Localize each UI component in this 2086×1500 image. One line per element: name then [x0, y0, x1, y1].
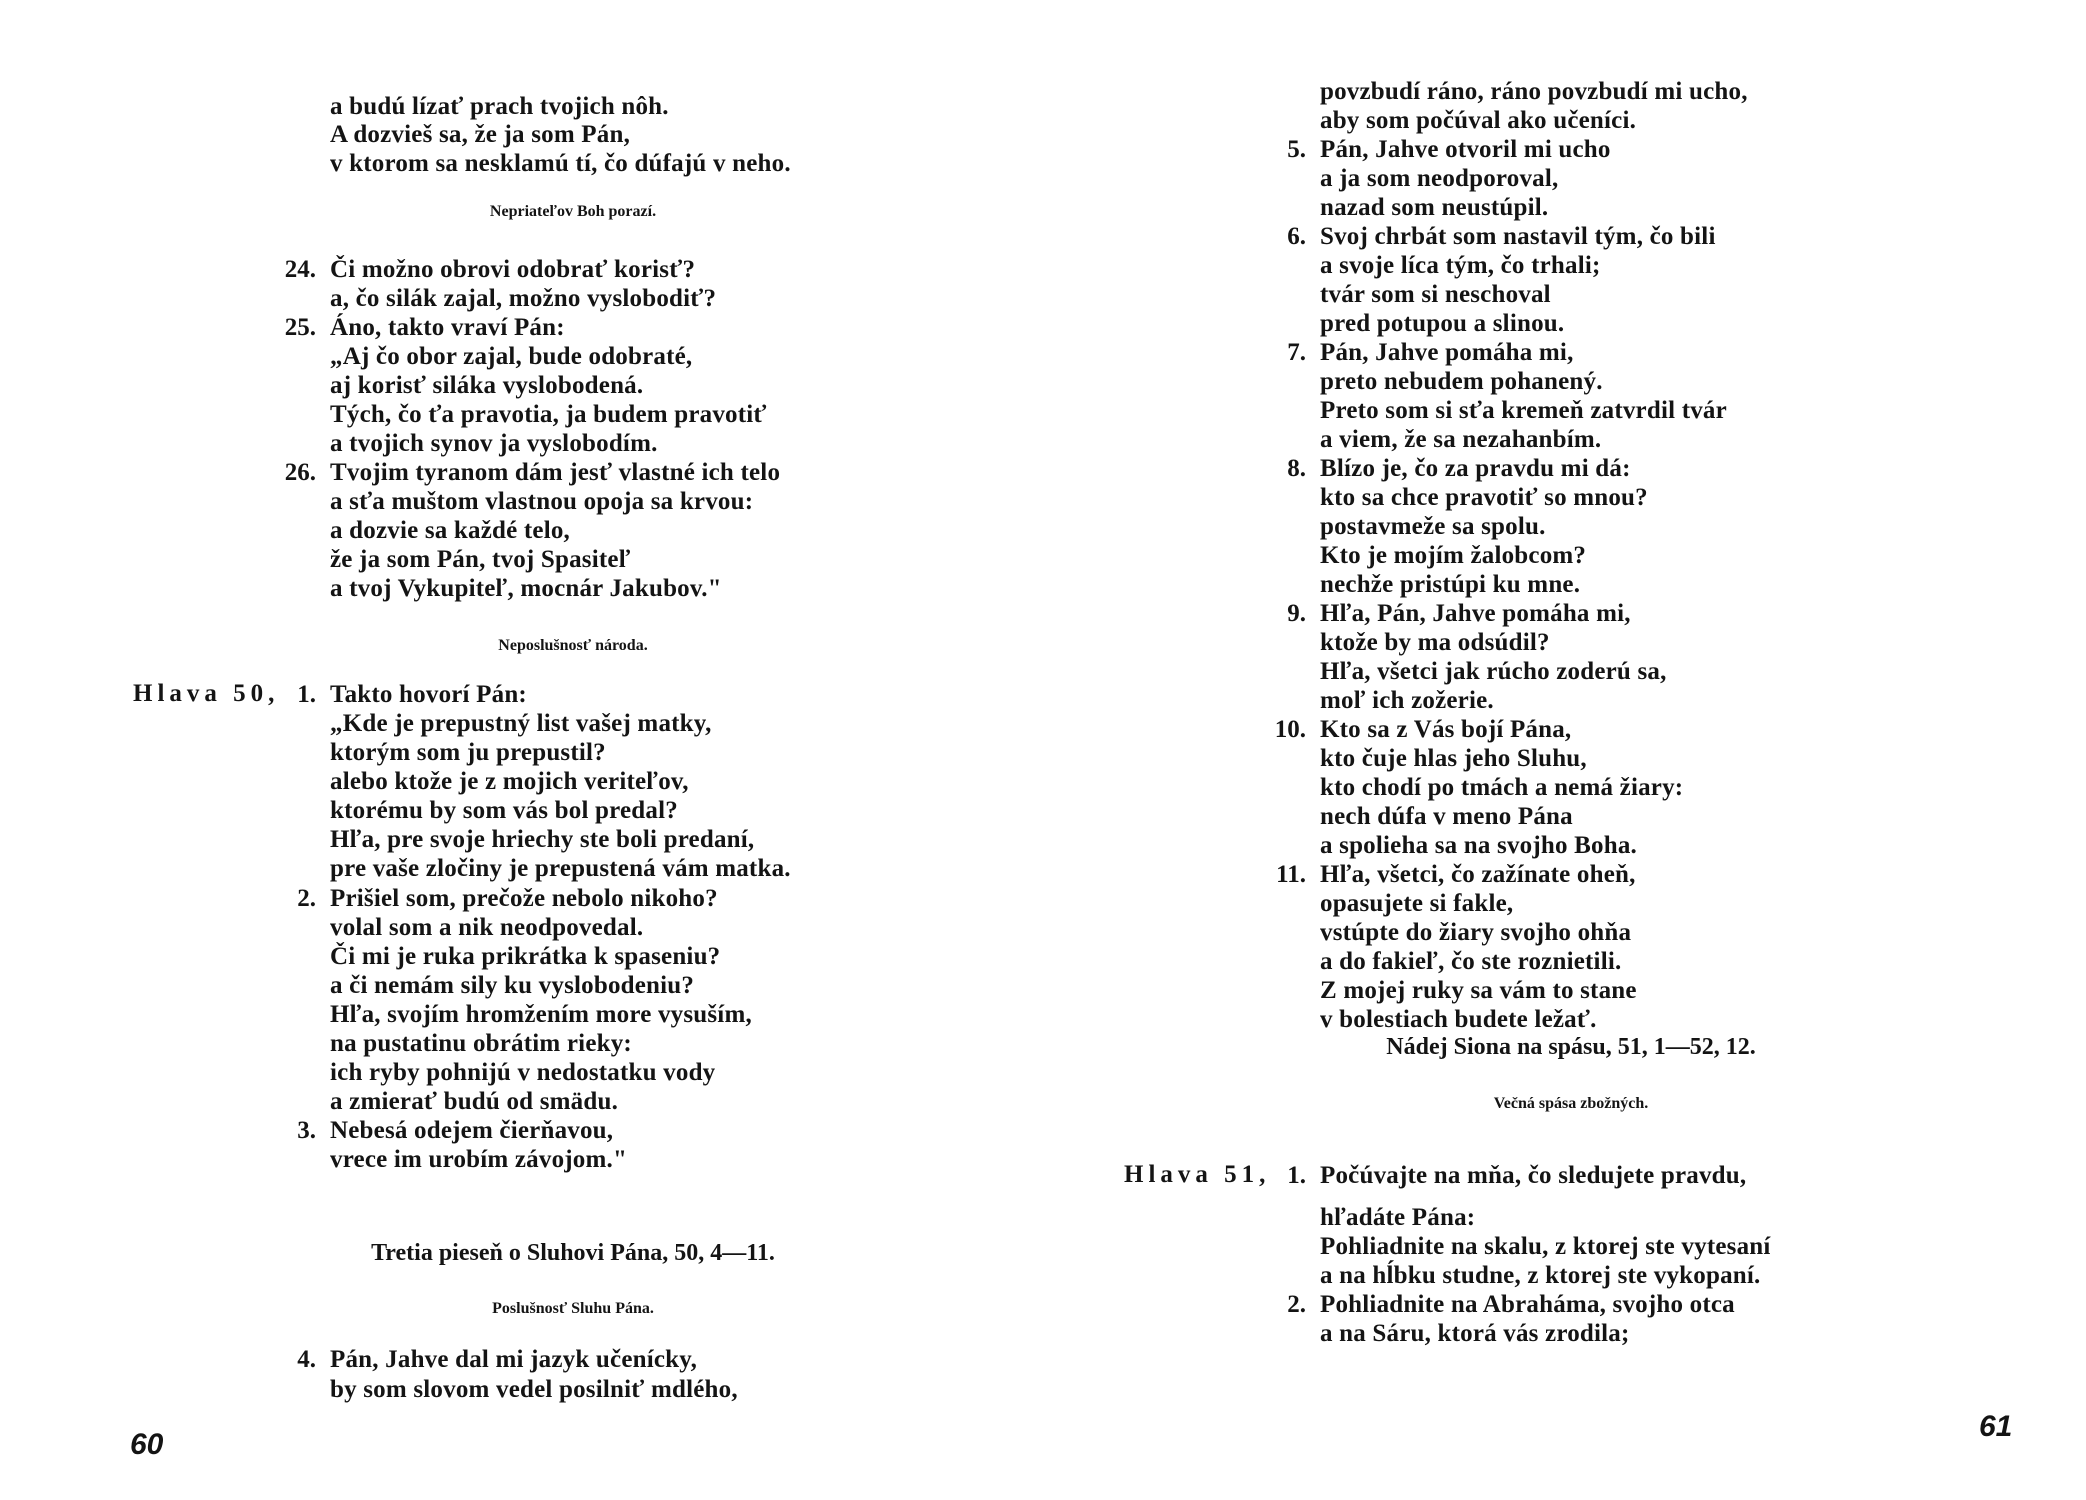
section-subheading: Poslušnosť Sluhu Pána. — [492, 1300, 654, 1317]
verse-line: vstúpte do žiary svojho ohňa — [1320, 919, 1632, 946]
verse-line: preto nebudem pohanený. — [1320, 368, 1603, 395]
verse-number: 4. — [297, 1346, 316, 1373]
verse-number: 1. — [297, 681, 316, 708]
verse-line: aby som počúval ako učeníci. — [1320, 107, 1637, 134]
verse-line: a sťa muštom vlastnou opoja sa krvou: — [330, 488, 754, 515]
verse-line: a či nemám sily ku vyslobodeniu? — [330, 972, 695, 999]
verse-number: 26. — [284, 459, 316, 486]
verse-line: volal som a nik neodpovedal. — [330, 914, 644, 941]
verse-line: Či možno obrovi odobrať korisť? — [330, 256, 696, 283]
verse-number: 24. — [284, 256, 316, 283]
verse-line: Z mojej ruky sa vám to stane — [1320, 977, 1637, 1004]
verse-line: a svoje líca tým, čo trhali; — [1320, 252, 1601, 279]
verse-line: a zmierať budú od smädu. — [330, 1088, 619, 1115]
verse-line: ktorému by som vás bol predal? — [330, 797, 678, 824]
verse-line: Pán, Jahve pomáha mi, — [1320, 339, 1574, 366]
verse-line: ich ryby pohnijú v nedostatku vody — [330, 1059, 716, 1086]
verse-number: 5. — [1287, 136, 1306, 163]
verse-line: Hľa, všetci, čo zažínate oheň, — [1320, 861, 1636, 888]
verse-line: Hľa, svojím hromžením more vysuším, — [330, 1001, 752, 1028]
verse-line: „Aj čo obor zajal, bude odobraté, — [330, 343, 693, 370]
verse-line: A dozvieš sa, že ja som Pán, — [330, 121, 631, 148]
verse-number: 2. — [1287, 1291, 1306, 1318]
verse-line: ktože by ma odsúdil? — [1320, 629, 1550, 656]
verse-line: Či mi je ruka prikrátka k spaseniu? — [330, 943, 721, 970]
verse-line: pred potupou a slinou. — [1320, 310, 1565, 337]
verse-line: Hľa, pre svoje hriechy ste boli predaní, — [330, 826, 755, 853]
verse-line: Áno, takto vraví Pán: — [330, 314, 565, 341]
verse-line: a viem, že sa nezahanbím. — [1320, 426, 1602, 453]
verse-line: a spolieha sa na svojho Boha. — [1320, 832, 1637, 859]
verse-line: povzbudí ráno, ráno povzbudí mi ucho, — [1320, 78, 1748, 105]
verse-line: a do fakieľ, čo ste roznietili. — [1320, 948, 1622, 975]
page-number: 61 — [1979, 1410, 2013, 1443]
verse-line: Prišiel som, prečože nebolo nikoho? — [330, 885, 718, 912]
verse-line: ktorým som ju prepustil? — [330, 739, 606, 766]
section-subheading: Večná spása zbožných. — [1493, 1095, 1649, 1112]
verse-line: Pohliadnite na Abraháma, svojho otca — [1320, 1291, 1735, 1318]
section-heading: Tretia pieseň o Sluhovi Pána, 50, 4—11. — [371, 1240, 775, 1266]
verse-line: a na hĺbku studne, z ktorej ste vykopaní. — [1320, 1262, 1761, 1289]
verse-line: pre vaše zločiny je prepustená vám matka. — [330, 855, 791, 882]
verse-line: Hľa, všetci jak rúcho zoderú sa, — [1320, 658, 1667, 685]
verse-number: 1. — [1287, 1162, 1306, 1189]
right-page — [1043, 0, 2086, 1500]
verse-line: Takto hovorí Pán: — [330, 681, 527, 708]
verse-line: Kto sa z Vás bojí Pána, — [1320, 716, 1572, 743]
verse-line: Tvojim tyranom dám jesť vlastné ich telo — [330, 459, 781, 486]
verse-line: Nebesá odejem čierňavou, — [330, 1117, 614, 1144]
chapter-label: Hlava 51, — [1124, 1161, 1271, 1188]
verse-line: tvár som si neschoval — [1320, 281, 1551, 308]
verse-line: Pohliadnite na skalu, z ktorej ste vytesaní — [1320, 1233, 1771, 1260]
verse-line: vrece im urobím závojom." — [330, 1146, 628, 1173]
verse-line: nech dúfa v meno Pána — [1320, 803, 1573, 830]
verse-line: a na Sáru, ktorá vás zrodila; — [1320, 1320, 1630, 1347]
section-subheading: Neposlušnosť národa. — [498, 637, 648, 654]
verse-line: hľadáte Pána: — [1320, 1204, 1476, 1231]
verse-number: 25. — [284, 314, 316, 341]
verse-line: a ja som neodporoval, — [1320, 165, 1559, 192]
chapter-label: Hlava 50, — [133, 680, 280, 707]
verse-number: 8. — [1287, 455, 1306, 482]
verse-line: a budú lízať prach tvojich nôh. — [330, 93, 669, 120]
verse-line: „Kde je prepustný list vašej matky, — [330, 710, 712, 737]
verse-line: nazad som neustúpil. — [1320, 194, 1549, 221]
verse-number: 3. — [297, 1117, 316, 1144]
verse-line: a, čo silák zajal, možno vyslobodiť? — [330, 285, 717, 312]
verse-line: Preto som si sťa kremeň zatvrdil tvár — [1320, 397, 1727, 424]
verse-number: 7. — [1287, 339, 1306, 366]
verse-number: 9. — [1287, 600, 1306, 627]
verse-line: a tvojich synov ja vyslobodím. — [330, 430, 658, 457]
verse-line: nechže pristúpi ku mne. — [1320, 571, 1581, 598]
verse-line: v ktorom sa nesklamú tí, čo dúfajú v neho. — [330, 150, 791, 177]
verse-line: alebo ktože je z mojich veriteľov, — [330, 768, 689, 795]
verse-line: kto čuje hlas jeho Sluhu, — [1320, 745, 1587, 772]
verse-line: aj korisť siláka vyslobodená. — [330, 372, 644, 399]
verse-line: Pán, Jahve dal mi jazyk učenícky, — [330, 1346, 698, 1373]
verse-line: na pustatinu obrátim rieky: — [330, 1030, 632, 1057]
verse-line: v bolestiach budete ležať. — [1320, 1006, 1597, 1033]
verse-number: 2. — [297, 885, 316, 912]
verse-line: by som slovom vedel posilniť mdlého, — [330, 1376, 738, 1403]
verse-line: a dozvie sa každé telo, — [330, 517, 570, 544]
section-subheading: Nepriateľov Boh porazí. — [489, 203, 657, 220]
verse-line: Kto je mojím žalobcom? — [1320, 542, 1587, 569]
verse-line: Blízo je, čo za pravdu mi dá: — [1320, 455, 1631, 482]
verse-line: postavmeže sa spolu. — [1320, 513, 1546, 540]
verse-number: 11. — [1276, 861, 1306, 888]
verse-line: Počúvajte na mňa, čo sledujete pravdu, — [1320, 1162, 1747, 1189]
section-heading: Nádej Siona na spásu, 51, 1—52, 12. — [1386, 1034, 1756, 1060]
verse-line: Hľa, Pán, Jahve pomáha mi, — [1320, 600, 1631, 627]
verse-line: opasujete si fakle, — [1320, 890, 1514, 917]
verse-line: Tých, čo ťa pravotia, ja budem pravotiť — [330, 401, 767, 428]
verse-number: 6. — [1287, 223, 1306, 250]
verse-number: 10. — [1274, 716, 1306, 743]
verse-line: Svoj chrbát som nastavil tým, čo bili — [1320, 223, 1716, 250]
verse-line: že ja som Pán, tvoj Spasiteľ — [330, 546, 631, 573]
page-number: 60 — [130, 1428, 164, 1461]
verse-line: kto chodí po tmách a nemá žiary: — [1320, 774, 1684, 801]
verse-line: Pán, Jahve otvoril mi ucho — [1320, 136, 1611, 163]
verse-line: kto sa chce pravotiť so mnou? — [1320, 484, 1648, 511]
verse-line: a tvoj Vykupiteľ, mocnár Jakubov." — [330, 575, 722, 602]
verse-line: moľ ich zožerie. — [1320, 687, 1494, 714]
